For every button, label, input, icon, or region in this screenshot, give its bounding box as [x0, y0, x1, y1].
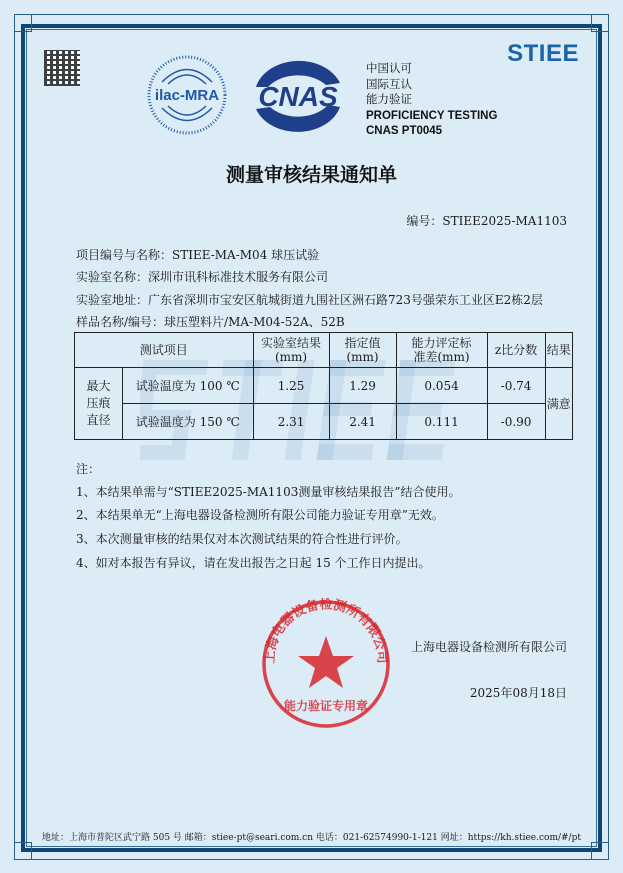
sample-info: 样品名称/编号：球压塑料片/MA-M04-52A、52B	[76, 315, 345, 329]
issue-date: 2025年08月18日	[469, 686, 567, 700]
assigned-value-cell: 2.41	[329, 404, 396, 440]
table-header-row	[75, 333, 573, 368]
result-cell: 满意	[545, 368, 572, 440]
document-number: 编号：STIEE2025-MA1103	[406, 214, 567, 228]
accreditation-text	[366, 62, 497, 140]
pt-number: CNAS PT0045	[366, 125, 443, 137]
cnas-logo	[246, 57, 350, 135]
page-title: 测量审核结果通知单	[225, 164, 397, 186]
group-label: 最大 压痕 直径	[75, 368, 123, 440]
z-score-cell: -0.90	[487, 404, 545, 440]
header-std-dev: 能力评定标 准差(mm)	[396, 333, 487, 368]
header-assigned-value: 指定值 (mm)	[329, 333, 396, 368]
seal-outer-text: 上海电器设备检测所有限公司	[262, 598, 390, 665]
pt-label: PROFICIENCY TESTING	[366, 109, 498, 122]
notes-heading: 注：	[76, 462, 101, 476]
header-test-item: 测试项目	[75, 333, 254, 368]
cnas-logo-text: CNAS	[258, 81, 338, 112]
lab-address: 实验室地址：广东省深圳市宝安区航城街道九围社区洲石路723号强荣东工业区E2栋2层	[76, 293, 543, 307]
note-item: 4、如对本报告有异议，请在发出报告之日起 15 个工作日内提出。	[76, 556, 431, 570]
accreditation-line: 中国认可	[366, 63, 412, 75]
star-icon	[298, 636, 354, 688]
qr-code[interactable]	[44, 50, 80, 86]
condition-cell: 试验温度为 150 ℃	[123, 404, 254, 440]
corner-ornament	[591, 14, 609, 32]
note-item: 2、本结果单无“上海电器设备检测所有限公司能力验证专用章”无效。	[76, 508, 444, 522]
official-seal	[255, 598, 397, 730]
std-dev-cell: 0.054	[396, 368, 487, 404]
project-info: 项目编号与名称：STIEE-MA-M04 球压试验	[76, 248, 320, 262]
accreditation-line: 国际互认	[366, 78, 412, 91]
note-item: 1、本结果单需与“STIEE2025-MA1103测量审核结果报告”结合使用。	[76, 485, 461, 499]
z-score-cell: -0.74	[487, 368, 545, 404]
header-lab-result: 实验室结果 (mm)	[253, 333, 329, 368]
corner-ornament	[14, 842, 32, 860]
note-item: 3、本次测量审核的结果仅对本次测试结果的符合性进行评价。	[76, 532, 408, 546]
issuer-name: 上海电器设备检测所有限公司	[410, 640, 567, 654]
lab-result-cell: 1.25	[253, 368, 329, 404]
header-result: 结果	[545, 333, 572, 368]
footer-contact: 地址：上海市普陀区武宁路 505 号 邮箱：stiee-pt@seari.com.cn 电话：021-62574990-1-121 网址：https://kh.stiee.com/#/pt	[42, 833, 581, 843]
lab-name: 实验室名称：深圳市讯科标准技术服务有限公司	[76, 270, 329, 284]
table-row	[75, 368, 573, 404]
ilac-logo-text: ilac-MRA	[154, 87, 220, 104]
ilac-mra-logo	[146, 52, 228, 138]
table-row	[75, 404, 573, 440]
corner-ornament	[14, 14, 32, 32]
stiee-logo: STIEE	[507, 40, 579, 67]
lab-result-cell: 2.31	[253, 404, 329, 440]
assigned-value-cell: 1.29	[329, 368, 396, 404]
std-dev-cell: 0.111	[396, 404, 487, 440]
accreditation-line: 能力验证	[366, 94, 412, 106]
corner-ornament	[591, 842, 609, 860]
results-table	[74, 332, 573, 440]
header-z-score: z比分数	[487, 333, 545, 368]
condition-cell: 试验温度为 100 ℃	[123, 368, 254, 404]
seal-inner-text: 能力验证专用章	[283, 699, 369, 713]
